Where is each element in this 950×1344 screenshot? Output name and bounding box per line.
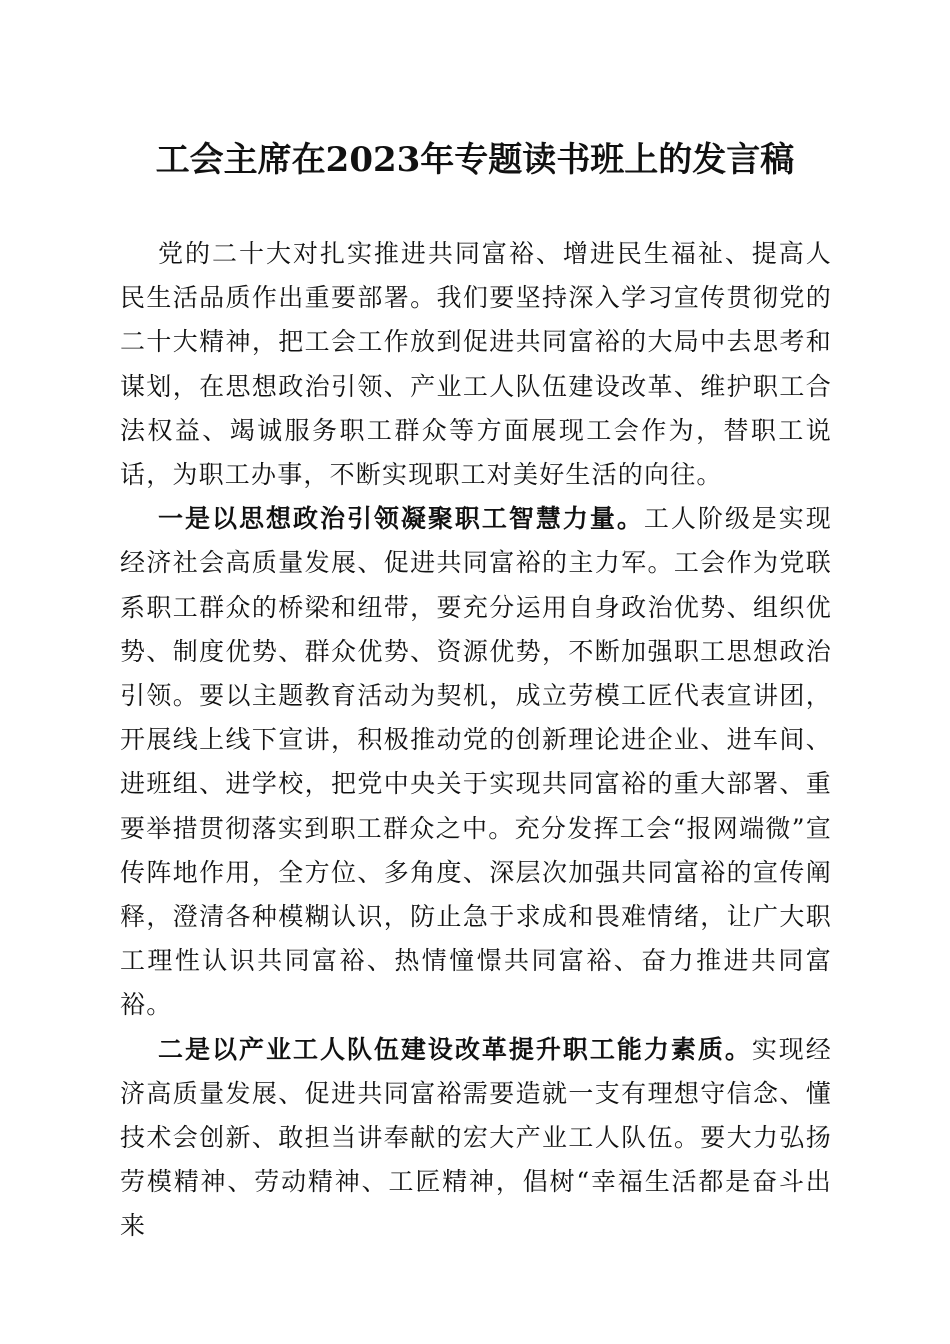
document-title: 工会主席在2023年专题读书班上的发言稿 (155, 140, 795, 180)
document-body (120, 232, 832, 1249)
paragraph-lead: 二是以产业工人队伍建设改革提升职工能力素质。 (158, 1034, 752, 1064)
paragraph-intro (120, 232, 832, 497)
paragraph-point-two (120, 1028, 832, 1249)
paragraph-point-one (120, 497, 832, 1027)
paragraph-lead: 一是以思想政治引领凝聚职工智慧力量。 (158, 504, 644, 534)
paragraph-text: 党的二十大对扎实推进共同富裕、增进民生福祉、提高人民生活品质作出重要部署。我们要坚持深入学习宣传贯彻党的二十大精神，把工会工作放到促进共同富裕的大局中去思考和谋划，在思想政治引领、产业工人队伍建设改革、维护职工合法权益、竭诚服务职工群众等方面展现工会作为，替职工说话，为职工办事，不断实现职工对美好生活的向往。 (120, 239, 832, 490)
paragraph-text: 实现经济高质量发展、促进共同富裕需要造就一支有理想守信念、懂技术会创新、敢担当讲奉献的宏大产业工人队伍。要大力弘扬劳模精神、劳动精神、工匠精神，倡树“幸福生活都是奋斗出来 (120, 1034, 832, 1241)
paragraph-text: 工人阶级是实现经济社会高质量发展、促进共同富裕的主力军。工会作为党联系职工群众的桥梁和纽带，要充分运用自身政治优势、组织优势、制度优势、群众优势、资源优势，不断加强职工思想政治引领。要以主题教育活动为契机，成立劳模工匠代表宣讲团，开展线上线下宣讲，积极推动党的创新理论进企业、进车间、进班组、进学校，把党中央关于实现共同富裕的重大部署、重要举措贯彻落实到职工群众之中。充分发挥工会“报网端微”宣传阵地作用，全方位、多角度、深层次加强共同富裕的宣传阐释，澄清各种模糊认识，防止急于求成和畏难情绪，让广大职工理性认识共同富裕、热情憧憬共同富裕、奋力推进共同富裕。 (120, 504, 832, 1020)
